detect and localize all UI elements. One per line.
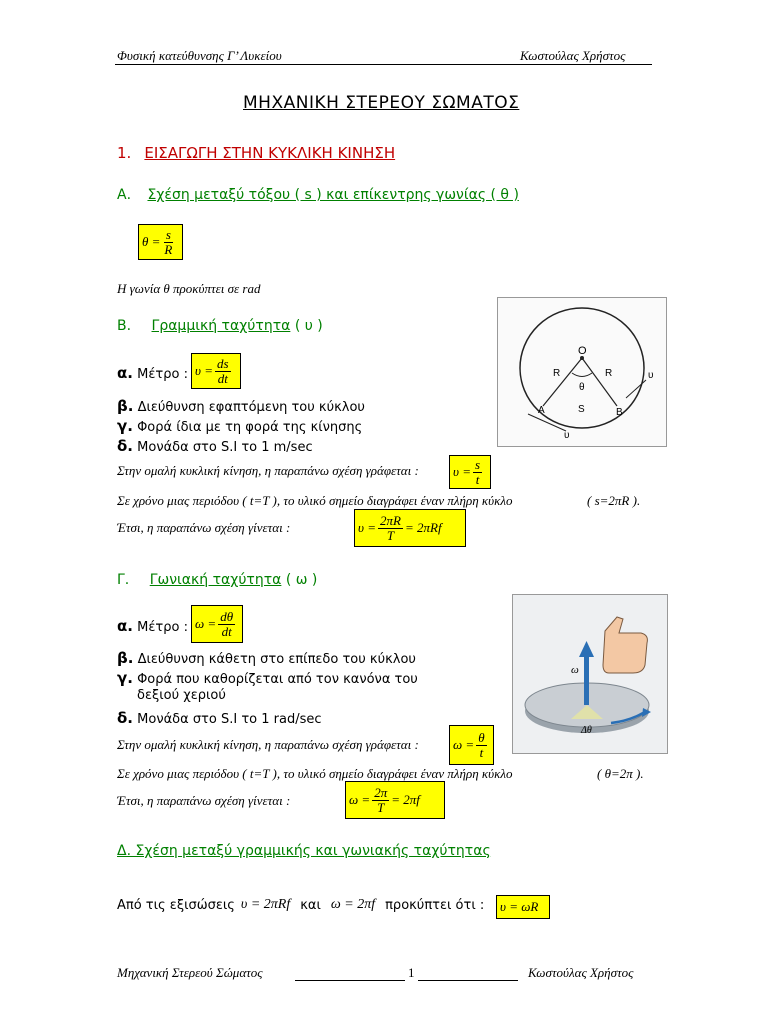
subsection-a-heading — [117, 187, 519, 203]
numerator: s — [475, 456, 481, 472]
formula-u-2piR-T — [354, 509, 466, 547]
formula-rhs: = 2πf — [391, 792, 420, 807]
item-label: β. — [117, 649, 134, 667]
numerator: ds — [217, 355, 229, 371]
item-label: γ. — [117, 669, 133, 687]
numerator: θ — [478, 729, 485, 745]
formula-lhs: υ = — [358, 520, 376, 535]
denominator: R — [164, 241, 173, 257]
subsection-b-heading — [117, 318, 323, 334]
formula-omega-dtheta-dt — [191, 605, 243, 643]
formula-omega-theta-t — [449, 725, 494, 765]
denominator: dt — [221, 623, 232, 639]
item-text: Διεύθυνση κάθετη στο επίπεδο του κύκλου — [137, 652, 416, 667]
item-label: δ. — [117, 709, 134, 727]
g-period-eq: ( θ=2π ). — [597, 766, 644, 781]
header-left: Φυσική κατεύθυνσης Γ’ Λυκείου — [117, 48, 282, 63]
formula-lhs: ω = — [195, 616, 217, 631]
item-label: α. — [117, 617, 134, 635]
subsection-a-letter: Α. — [117, 187, 132, 203]
disc-diagram — [513, 595, 667, 753]
b-period-eq: ( s=2πR ). — [587, 493, 641, 508]
formula-u-ds-dt — [191, 353, 241, 389]
fraction — [378, 514, 403, 543]
b-thus-text: Έτσι, η παραπάνω σχέση γίνεται : — [117, 520, 291, 535]
g-period-text: Σε χρόνο μιας περιόδου ( t=T ), το υλικό σημείο διαγράφει έναν πλήρη κύκλο — [117, 766, 513, 781]
label-theta: θ — [579, 382, 585, 393]
g-item-gamma-cont: δεξιού χεριού — [137, 688, 226, 703]
denominator: T — [377, 799, 385, 815]
denominator: T — [386, 527, 395, 543]
fraction — [218, 610, 235, 639]
g-item-delta — [117, 709, 322, 727]
page-number: 1 — [408, 965, 415, 980]
relation-line — [117, 897, 484, 913]
header-right: Κωστούλας Χρήστος — [520, 48, 626, 63]
footer-rule-left — [295, 980, 405, 981]
fraction — [473, 458, 482, 487]
label-u-bottom: υ — [564, 430, 570, 441]
label-dtheta: Δθ — [581, 725, 592, 736]
item-text: Μέτρο : — [137, 367, 188, 382]
g-item-gamma — [117, 669, 418, 687]
b-period-text: Σε χρόνο μιας περιόδου ( t=T ), το υλικό σημείο διαγράφει έναν πλήρη κύκλο — [117, 493, 513, 508]
label-o: O — [578, 345, 587, 357]
subsection-b-symbol: ( υ ) — [294, 318, 323, 334]
item-label: α. — [117, 364, 134, 382]
header-rule — [115, 64, 652, 65]
relation-pre-text: Από τις εξισώσεις — [117, 897, 235, 913]
item-label: γ. — [117, 417, 133, 435]
footer-left: Μηχανική Στερεού Σώματος — [117, 965, 263, 980]
subsection-g-heading — [117, 572, 317, 588]
numerator: 2π — [374, 784, 388, 800]
formula-lhs: υ = — [195, 363, 213, 378]
formula-u-omega-r: υ = ωR — [496, 895, 550, 919]
formula-lhs: θ = — [142, 234, 161, 249]
b-item-gamma — [117, 417, 362, 435]
label-b: B — [616, 407, 623, 418]
formula-omega-2pi-T — [345, 781, 445, 819]
item-label: β. — [117, 397, 134, 415]
label-a: A — [538, 405, 545, 416]
disc-figure — [512, 594, 668, 754]
label-u-right: υ — [648, 370, 654, 381]
formula-theta-s-over-r — [138, 224, 183, 260]
item-label: δ. — [117, 437, 134, 455]
section-1-heading — [117, 143, 395, 162]
item-text: Φορά ίδια με τη φορά της κίνησης — [137, 420, 363, 435]
relation-post-text: προκύπτει ότι : — [385, 897, 485, 913]
formula-u-s-t — [449, 455, 491, 489]
b-uniform-text: Στην ομαλή κυκλική κίνηση, η παραπάνω σχέση γράφεται : — [117, 463, 419, 478]
subsection-g-symbol: ( ω ) — [285, 572, 318, 588]
formula-lhs: ω = — [349, 792, 371, 807]
label-omega: ω — [571, 664, 579, 676]
b-item-alpha — [117, 364, 188, 382]
numerator: s — [165, 226, 171, 242]
b-item-beta — [117, 397, 365, 415]
subsection-b-title: Γραμμική ταχύτητα — [151, 318, 291, 334]
footer-rule-right — [418, 980, 518, 981]
subsection-d-heading — [117, 843, 491, 859]
rad-note: Η γωνία θ προκύπτει σε rad — [117, 281, 261, 296]
fraction — [215, 357, 231, 386]
section-1-number: 1. — [117, 144, 132, 162]
relation-and: και — [300, 897, 321, 913]
formula-lhs: υ = — [453, 464, 471, 479]
label-r-left: R — [553, 368, 561, 379]
section-1-title: ΕΙΣΑΓΩΓΗ ΣΤΗΝ ΚΥΚΛΙΚΗ ΚΙΝΗΣΗ — [144, 144, 396, 162]
subsection-g-letter: Γ. — [117, 572, 130, 588]
g-uniform-text: Στην ομαλή κυκλική κίνηση, η παραπάνω σχέση γράφεται : — [117, 737, 419, 752]
fraction — [476, 731, 486, 760]
label-s: S — [578, 404, 585, 415]
g-thus-text: Έτσι, η παραπάνω σχέση γίνεται : — [117, 793, 291, 808]
b-item-delta — [117, 437, 313, 455]
subsection-b-letter: Β. — [117, 318, 132, 334]
item-text: Μέτρο : — [137, 620, 188, 635]
denominator: dt — [217, 370, 228, 386]
relation-eq1: υ = 2πRf — [240, 897, 291, 912]
label-r-right: R — [605, 368, 613, 379]
denominator: t — [479, 744, 484, 760]
relation-eq2: ω = 2πf — [330, 897, 376, 912]
item-text: Μονάδα στο S.I το 1 rad/sec — [137, 712, 322, 727]
fraction — [162, 228, 174, 257]
formula-lhs: ω = — [453, 737, 475, 752]
circle-diagram — [498, 298, 666, 446]
item-text: Διεύθυνση εφαπτόμενη του κύκλου — [137, 400, 365, 415]
item-text: Φορά που καθορίζεται από τον κανόνα του — [137, 672, 418, 687]
g-item-beta — [117, 649, 416, 667]
subsection-d-title: Δ. Σχέση μεταξύ γραμμικής και γωνιακής ταχύτητας — [117, 843, 491, 859]
subsection-a-title: Σχέση μεταξύ τόξου ( s ) και επίκεντρης γωνίας ( θ ) — [147, 187, 519, 203]
g-item-alpha — [117, 617, 188, 635]
denominator: t — [475, 471, 480, 487]
numerator: 2πR — [380, 512, 401, 528]
footer-right: Κωστούλας Χρήστος — [528, 965, 634, 980]
page-title: ΜΗΧΑΝΙΚΗ ΣΤΕΡΕΟΥ ΣΩΜΑΤΟΣ — [243, 93, 520, 113]
item-text: Μονάδα στο S.I το 1 m/sec — [137, 440, 313, 455]
circle-figure — [497, 297, 667, 447]
fraction — [372, 786, 389, 815]
numerator: dθ — [220, 608, 234, 624]
subsection-g-title: Γωνιακή ταχύτητα — [149, 572, 282, 588]
formula-rhs: = 2πRf — [404, 520, 442, 535]
